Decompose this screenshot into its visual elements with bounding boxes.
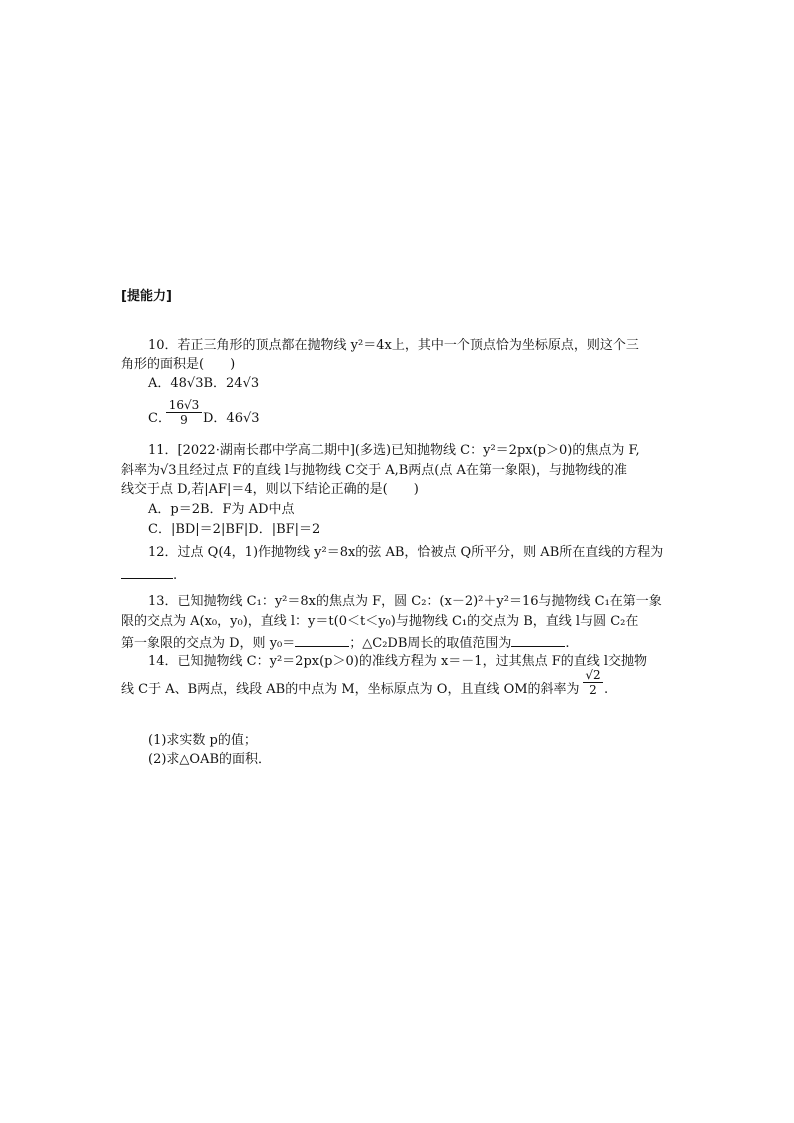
q13-line3c: . <box>565 636 570 651</box>
q13-line3a: 第一象限的交点为 D，则 y₀＝ <box>121 636 296 651</box>
q14-line1: 14．已知抛物线 C：y²＝2px(p＞0)的准线方程为 x＝－1，过其焦点 F的直线 l交抛物 <box>148 654 648 669</box>
q13-line1: 13．已知抛物线 C₁：y²＝8x的焦点为 F，圆 C₂：(x－2)²＋y²＝16与抛物线 C₁在第一象 <box>148 594 662 609</box>
q10-option-c-den: 9 <box>180 413 188 427</box>
section-title: [提能力] <box>121 289 172 304</box>
q10-line1: 10．若正三角形的顶点都在抛物线 y²＝4x上，其中一个顶点恰为坐标原点，则这个三 <box>148 338 639 353</box>
q10-line2: 角形的面积是( ) <box>121 357 236 372</box>
q10-option-c-label: C． <box>148 411 171 426</box>
q11-line1: 11．[2022·湖南长郡中学高二期中](多选)已知抛物线 C：y²＝2px(p＞0)的焦点为 F, <box>148 443 640 458</box>
q11-line3: 线交于点 D,若|AF|＝4，则以下结论正确的是( ) <box>121 482 419 497</box>
q12-line2-end: . <box>173 568 178 583</box>
q10-options-ab: A．48√3B．24√3 <box>148 376 260 391</box>
q11-options-ab: A．p＝2B．F为 AD中点 <box>148 502 295 517</box>
q13-blank-y0[interactable] <box>295 632 349 647</box>
q14-slope-fraction <box>583 668 603 697</box>
q14-line2-end: . <box>604 682 609 697</box>
q13-line3 <box>121 632 570 654</box>
q13-line2: 限的交点为 A(x₀，y₀)，直线 l：y＝t(0＜t＜y₀)与抛物线 C₁的交点为 B，直线 l与圆 C₂在 <box>121 614 639 629</box>
q11-line2: 斜率为√3且经过点 F的直线 l与抛物线 C交于 A,B两点(点 A在第一象限)，与抛物线的准 <box>121 463 627 478</box>
q14-sub2: (2)求△OAB的面积． <box>148 752 272 767</box>
q13-blank-perimeter[interactable] <box>511 632 565 647</box>
q10-option-c-num: 16√3 <box>166 398 202 413</box>
q12-line1: 12．过点 Q(4，1)作抛物线 y²＝8x的弦 AB，恰被点 Q所平分，则 AB所在直线的方程为 <box>148 545 664 560</box>
q14-sub1: (1)求实数 p的值； <box>148 733 257 748</box>
q10-option-c-fraction <box>166 398 202 427</box>
q11-options-cd: C．|BD|＝2|BF|D．|BF|＝2 <box>148 522 321 537</box>
q13-line3b: ；△C₂DB周长的取值范围为 <box>349 636 512 651</box>
q14-slope-den: 2 <box>589 683 597 697</box>
q10-option-d: D．46√3 <box>203 411 260 426</box>
q14-line2: 线 C于 A、B两点，线段 AB的中点为 M，坐标原点为 O，且直线 OM的斜率为 <box>121 682 580 697</box>
q14-slope-num: √2 <box>583 668 603 683</box>
q12-answer-blank[interactable] <box>121 564 173 579</box>
q12-line2 <box>121 564 177 586</box>
